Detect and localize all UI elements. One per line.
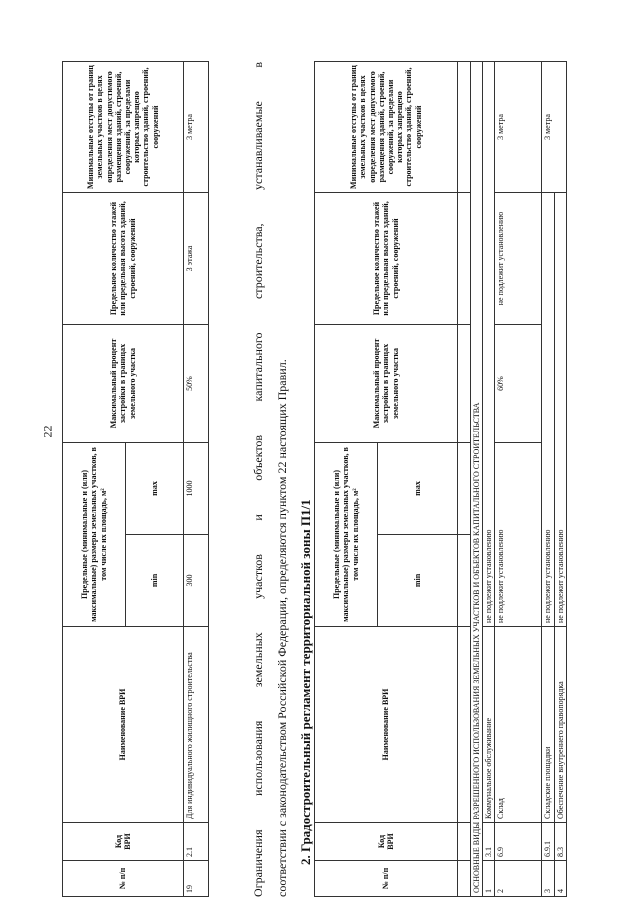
col-header-floors: Предельное количество этажей или предельная высота зданий, строений, сооружений [315, 193, 458, 325]
col-header-code: Код ВРИ [63, 823, 184, 861]
cell-name: Обеспечение внутреннего правопорядка [554, 627, 566, 823]
cell-name: Коммунальное обслуживание [483, 627, 495, 823]
col-header-percent: Максимальный процент застройки в границах земельного участка [315, 325, 458, 443]
cell-num: 3 [542, 861, 554, 897]
col-header-min: min [378, 535, 458, 627]
cell-floors: не подлежит установлению [495, 193, 542, 325]
col-header-floors: Предельное количество этажей или предельная высота зданий, строений, сооружений [63, 193, 184, 325]
restrictions-paragraph-line2: соответствии с законодательством Российской Федерации, определяются пунктом 22 настоящих Правил. [275, 359, 289, 897]
restrictions-paragraph-line1: Ограничения использования земельных участков и объектов капитального строительства, устанавливаемые в [251, 62, 265, 897]
cell-floors: 3 этажа [184, 193, 209, 325]
col-header-sizes: Предельные (минимальные и (или) максимальные) размеры земельных участков, в том числе их площадь, м² [315, 443, 378, 627]
col-header-max: max [378, 443, 458, 535]
regulation-table-2 [314, 61, 567, 897]
table-header-row [315, 62, 378, 897]
cell-setback: 3 метра [542, 62, 566, 193]
cell-num: 1 [483, 861, 495, 897]
rotated-content [62, 60, 582, 905]
col-header-code: Код ВРИ [315, 823, 458, 861]
cell-min: 300 [184, 535, 209, 627]
col-header-setback: Минимальные отступы от границ земельных участков в целях определения мест допустимого размещения зданий, строений, сооружений, за пределами которых запрещено строительство зданий, строений, сооружений [315, 62, 458, 193]
table-row [184, 62, 209, 897]
table-row [542, 62, 554, 897]
cell-name: Складские площадки [542, 627, 554, 823]
col-header-sizes: Предельные (минимальные и (или) максимальные) размеры земельных участков, в том числе их площадь, м² [63, 443, 126, 627]
table-header-row [63, 62, 126, 897]
cell-max: 1000 [184, 443, 209, 535]
col-header-num: № п/п [315, 861, 458, 897]
col-header-num: № п/п [63, 861, 184, 897]
cell-not-subject: не подлежит установлению [554, 193, 566, 627]
page-number: 22 [40, 425, 55, 438]
cell-name: Склад [495, 627, 542, 823]
cell-num: 19 [184, 861, 209, 897]
cell-code: 6.9.1 [542, 823, 554, 861]
cell-not-subject: не подлежит установлению [495, 443, 542, 627]
regulation-table-1 [62, 61, 209, 897]
cell-percent: 60% [495, 325, 542, 443]
cell-setback: 3 метра [495, 62, 542, 193]
cell-name: Для индивидуального жилищного строительства [184, 627, 209, 823]
cell-num: 4 [554, 861, 566, 897]
col-header-setback: Минимальные отступы от границ земельных участков в целях определения мест допустимого размещения зданий, строений, сооружений, за пределами которых запрещено строительство зданий, строений, сооружений [63, 62, 184, 193]
section-heading: 2. Градостроительный регламент территориальной зоны П1/1 [298, 499, 313, 865]
cell-code: 8.3 [554, 823, 566, 861]
col-header-min: min [126, 535, 184, 627]
col-header-percent: Максимальный процент застройки в границах земельного участка [63, 325, 184, 443]
col-header-name: Наименование ВРИ [63, 627, 184, 823]
cell-setback: 3 метра [184, 62, 209, 193]
section-title-row [471, 62, 483, 897]
col-header-name: Наименование ВРИ [315, 627, 458, 823]
cell-num: 2 [495, 861, 542, 897]
cell-code: 2.1 [184, 823, 209, 861]
cell-percent: 50% [184, 325, 209, 443]
cell-code: 3.1 [483, 823, 495, 861]
col-header-max: max [126, 443, 184, 535]
cell-not-subject: не подлежит установлению [542, 193, 554, 627]
table-row [483, 62, 495, 897]
table-empty-row [458, 62, 471, 897]
section-title: ОСНОВНЫЕ ВИДЫ РАЗРЕШЕННОГО ИСПОЛЬЗОВАНИЯ ЗЕМЕЛЬНЫХ УЧАСТКОВ И ОБЪЕКТОВ КАПИТАЛЬНОГО СТРОИТЕЛЬСТВА [471, 62, 483, 897]
cell-code: 6.9 [495, 823, 542, 861]
table-row [495, 62, 542, 897]
cell-not-subject: не подлежит установлению [483, 62, 495, 627]
